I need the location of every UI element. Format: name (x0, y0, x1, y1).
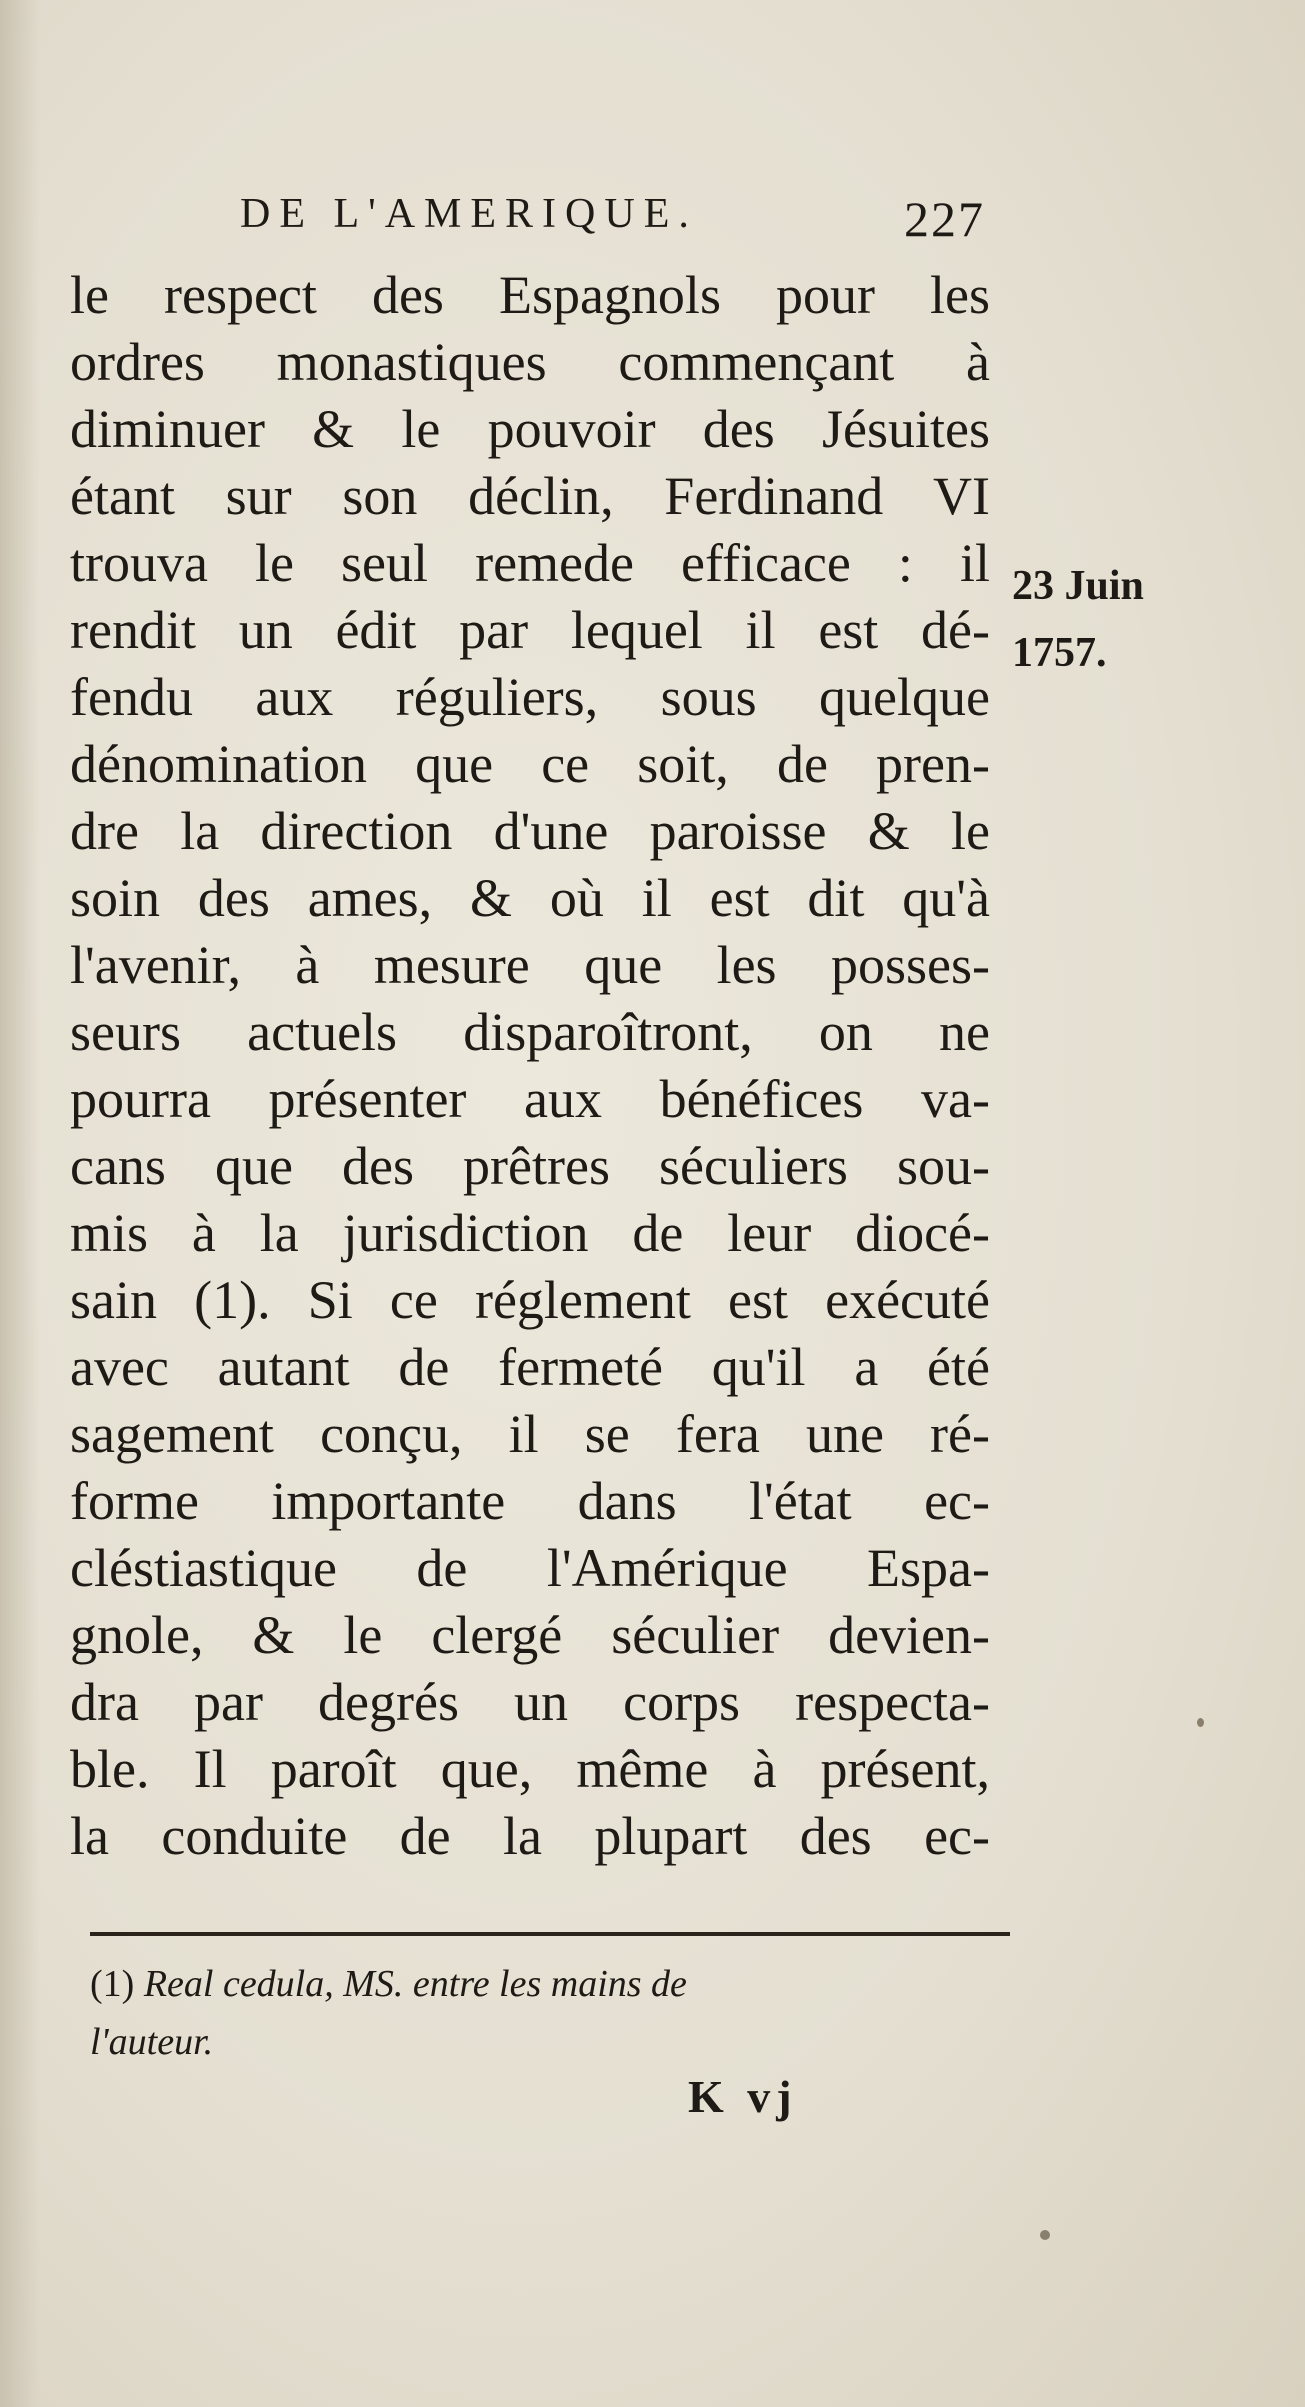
text-line: dra par degrés un corps respecta- (70, 1672, 990, 1732)
text-line: cléstiastique de l'Amérique Espa- (70, 1538, 990, 1598)
text-line: rendit un édit par lequel il est dé- (70, 600, 990, 660)
footnote-line (90, 1955, 1010, 2013)
paper-speck (1197, 1718, 1204, 1727)
text-line: soin des ames, & où il est dit qu'à (70, 868, 990, 928)
body-text (70, 262, 990, 1870)
margin-note-year: 1757. (1012, 630, 1107, 676)
page-header (240, 190, 985, 250)
text-line: la conduite de la plupart des ec- (70, 1806, 990, 1866)
text-line: étant sur son déclin, Ferdinand VI (70, 466, 990, 526)
text-line: pourra présenter aux bénéfices va- (70, 1069, 990, 1129)
text-line: diminuer & le pouvoir des Jésuites (70, 399, 990, 459)
margin-note-date: 23 Juin (1012, 563, 1144, 609)
page-number: 227 (904, 191, 985, 247)
text-line: avec autant de fermeté qu'il a été (70, 1337, 990, 1397)
footnote-text: Real cedula, MS. entre les mains de (143, 1963, 687, 2005)
text-line: dre la direction d'une paroisse & le (70, 801, 990, 861)
footnote-rule (90, 1932, 1010, 1936)
text-line: cans que des prêtres séculiers sou- (70, 1136, 990, 1196)
text-line: le respect des Espagnols pour les (70, 265, 990, 325)
text-line: sagement conçu, il se fera une ré- (70, 1404, 990, 1464)
paper-speck (1040, 2230, 1050, 2240)
text-line: seurs actuels disparoîtront, on ne (70, 1002, 990, 1062)
running-title: DE L'AMERIQUE. (240, 191, 698, 237)
footnote-line (90, 2013, 1010, 2071)
text-line: trouva le seul remede efficace : il (70, 533, 990, 593)
text-line: sain (1). Si ce réglement est exécuté (70, 1270, 990, 1330)
text-line: ble. Il paroît que, même à présent, (70, 1739, 990, 1799)
text-line: fendu aux réguliers, sous quelque (70, 667, 990, 727)
text-line: ordres monastiques commençant à (70, 332, 990, 392)
text-line: mis à la jurisdiction de leur diocé- (70, 1203, 990, 1263)
signature-mark: K vj (688, 2071, 798, 2122)
footnote-continuation: l'auteur. (90, 2021, 214, 2063)
text-line: l'avenir, à mesure que les posses- (70, 935, 990, 995)
text-line: forme importante dans l'état ec- (70, 1471, 990, 1531)
text-line: gnole, & le clergé séculier devien- (70, 1605, 990, 1665)
margin-note (1012, 553, 1192, 687)
footnote-marker: (1) (90, 1963, 135, 2005)
gutter-shadow (0, 0, 40, 2407)
text-line: dénomination que ce soit, de pren- (70, 734, 990, 794)
footnote (90, 1955, 1010, 2071)
